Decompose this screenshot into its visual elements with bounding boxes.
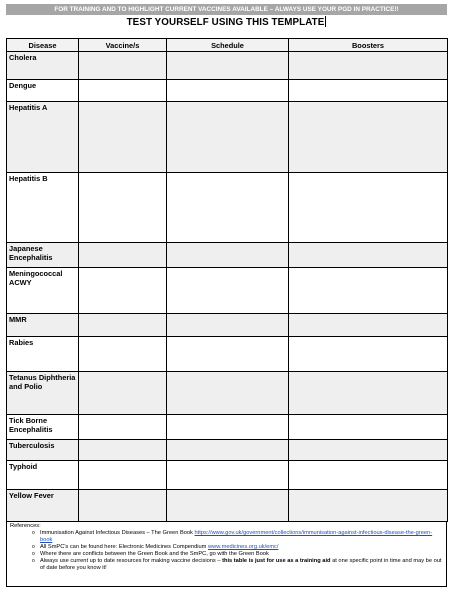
- list-item: [32, 530, 443, 544]
- list-item: [32, 558, 443, 572]
- vaccines-cell[interactable]: [79, 440, 167, 461]
- table-row: [7, 415, 448, 440]
- boosters-cell[interactable]: [289, 372, 448, 415]
- table-row: [7, 461, 448, 490]
- vaccines-cell[interactable]: [79, 490, 167, 522]
- emc-link[interactable]: www.medicines.org.uk/emc/: [208, 544, 279, 550]
- text-cursor: [325, 16, 326, 27]
- vaccines-cell[interactable]: [79, 461, 167, 490]
- disease-cell: Typhoid: [7, 461, 79, 490]
- vaccines-cell[interactable]: [79, 268, 167, 314]
- boosters-cell[interactable]: [289, 102, 448, 173]
- training-banner: FOR TRAINING AND TO HIGHLIGHT CURRENT VACCINES AVAILABLE – ALWAYS USE YOUR PGD IN PRACTICE!!: [6, 4, 447, 15]
- page-title-text: TEST YOURSELF USING THIS TEMPLATE: [126, 17, 325, 28]
- reference-text: Always use current up to date resources for making vaccine decisions –: [40, 558, 223, 564]
- header-disease: Disease: [7, 39, 79, 52]
- disease-cell: Rabies: [7, 337, 79, 372]
- boosters-cell[interactable]: [289, 243, 448, 268]
- vaccines-cell[interactable]: [79, 173, 167, 243]
- boosters-cell[interactable]: [289, 440, 448, 461]
- header-boosters: Boosters: [289, 39, 448, 52]
- disease-cell: Tick Borne Encephalitis: [7, 415, 79, 440]
- schedule-cell[interactable]: [167, 415, 289, 440]
- hollow-circle-bullet-icon: o: [32, 530, 35, 536]
- hollow-circle-bullet-icon: o: [32, 544, 35, 550]
- schedule-cell[interactable]: [167, 52, 289, 80]
- vaccines-cell[interactable]: [79, 337, 167, 372]
- references-heading: References:: [10, 523, 41, 529]
- vaccines-cell[interactable]: [79, 243, 167, 268]
- schedule-cell[interactable]: [167, 461, 289, 490]
- reference-text: All SmPC's can be found here: Electronic Medicines Compendium: [40, 544, 208, 550]
- table-header-row: [7, 39, 448, 52]
- schedule-cell[interactable]: [167, 440, 289, 461]
- boosters-cell[interactable]: [289, 461, 448, 490]
- table-row: [7, 52, 448, 80]
- boosters-cell[interactable]: [289, 80, 448, 102]
- vaccines-cell[interactable]: [79, 52, 167, 80]
- header-schedule: Schedule: [167, 39, 289, 52]
- disease-cell: Yellow Fever: [7, 490, 79, 522]
- list-item: [32, 551, 443, 558]
- vaccines-cell[interactable]: [79, 314, 167, 337]
- schedule-cell[interactable]: [167, 243, 289, 268]
- schedule-cell[interactable]: [167, 268, 289, 314]
- header-vaccines: Vaccine/s: [79, 39, 167, 52]
- table-row: [7, 440, 448, 461]
- table-row: [7, 268, 448, 314]
- references-list: [10, 530, 443, 572]
- boosters-cell[interactable]: [289, 173, 448, 243]
- boosters-cell[interactable]: [289, 52, 448, 80]
- table-row: [7, 243, 448, 268]
- table-row: [7, 102, 448, 173]
- reference-text: Immunisation Against Infectious Diseases – The Green Book: [40, 530, 195, 536]
- schedule-cell[interactable]: [167, 337, 289, 372]
- list-item: [32, 544, 443, 551]
- schedule-cell[interactable]: [167, 80, 289, 102]
- table-row: [7, 173, 448, 243]
- disease-cell: Tuberculosis: [7, 440, 79, 461]
- boosters-cell[interactable]: [289, 314, 448, 337]
- table-row: [7, 337, 448, 372]
- boosters-cell[interactable]: [289, 337, 448, 372]
- references-section: [6, 521, 447, 587]
- vaccine-table: [6, 38, 448, 522]
- table-row: [7, 372, 448, 415]
- reference-text: at one specific point in time and may be out of date before you know it!: [40, 558, 442, 571]
- disease-cell: Cholera: [7, 52, 79, 80]
- disease-cell: Japanese Encephalitis: [7, 243, 79, 268]
- boosters-cell[interactable]: [289, 490, 448, 522]
- boosters-cell[interactable]: [289, 415, 448, 440]
- green-book-link[interactable]: https://www.gov.uk/government/collections/immunisation-against-infectious-disease-the-green-book: [40, 530, 433, 543]
- vaccines-cell[interactable]: [79, 80, 167, 102]
- reference-text: Where there are conflicts between the Green Book and the SmPC, go with the Green Book: [40, 551, 269, 557]
- hollow-circle-bullet-icon: o: [32, 551, 35, 557]
- vaccines-cell[interactable]: [79, 102, 167, 173]
- schedule-cell[interactable]: [167, 490, 289, 522]
- hollow-circle-bullet-icon: o: [32, 558, 35, 564]
- table-row: [7, 314, 448, 337]
- schedule-cell[interactable]: [167, 102, 289, 173]
- disease-cell: Tetanus Diphtheria and Polio: [7, 372, 79, 415]
- vaccines-cell[interactable]: [79, 415, 167, 440]
- schedule-cell[interactable]: [167, 314, 289, 337]
- disease-cell: Meningococcal ACWY: [7, 268, 79, 314]
- vaccines-cell[interactable]: [79, 372, 167, 415]
- table-row: [7, 80, 448, 102]
- page-title: [0, 16, 453, 28]
- disease-cell: Dengue: [7, 80, 79, 102]
- table-row: [7, 490, 448, 522]
- schedule-cell[interactable]: [167, 173, 289, 243]
- boosters-cell[interactable]: [289, 268, 448, 314]
- disease-cell: Hepatitis A: [7, 102, 79, 173]
- disease-cell: MMR: [7, 314, 79, 337]
- disease-cell: Hepatitis B: [7, 173, 79, 243]
- schedule-cell[interactable]: [167, 372, 289, 415]
- training-aid-note: this table is just for use as a training aid: [222, 558, 331, 564]
